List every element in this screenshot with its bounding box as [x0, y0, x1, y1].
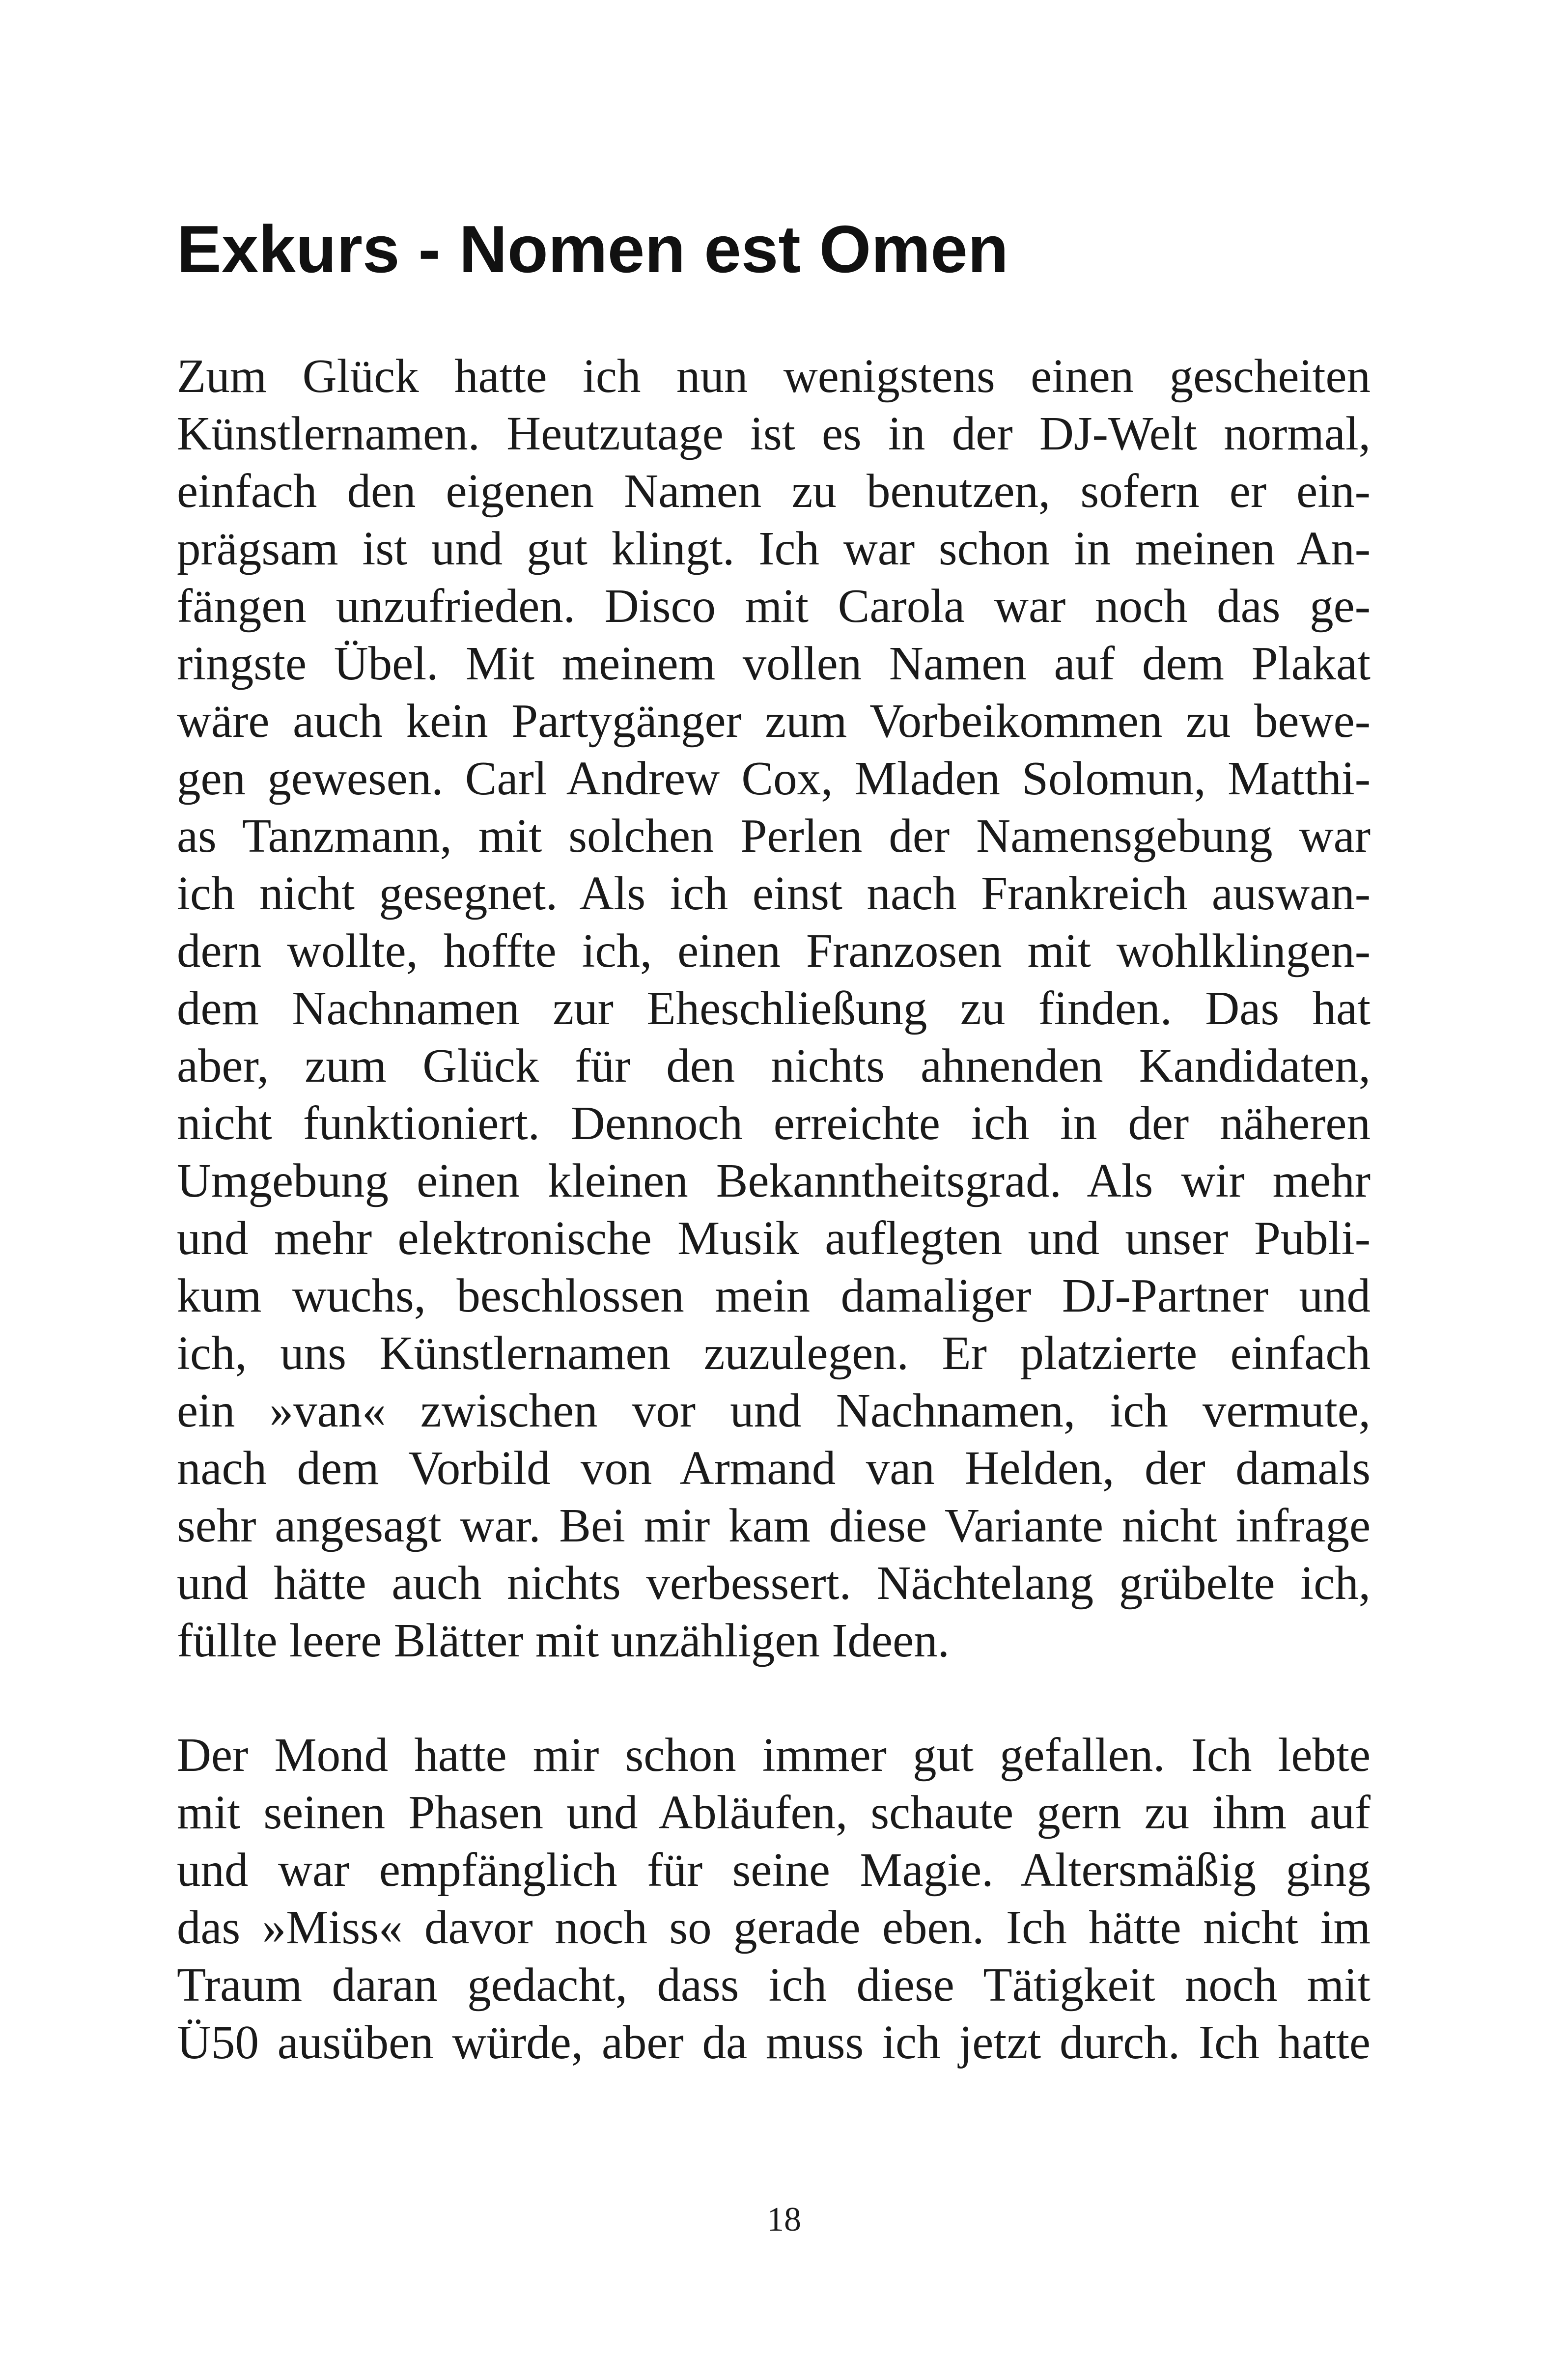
paragraph-line: as Tanzmann, mit solchen Perlen der Namensgebung war: [177, 810, 1371, 862]
paragraph-line: und hätte auch nichts verbessert. Nächtelang grübelte ich,: [177, 1557, 1371, 1609]
paragraph-line: nach dem Vorbild von Armand van Helden, der damals: [177, 1442, 1371, 1494]
paragraph-line: kum wuchs, beschlossen mein damaliger DJ-Partner und: [177, 1269, 1371, 1322]
page-number: 18: [767, 2201, 801, 2239]
paragraph-line: einfach den eigenen Namen zu benutzen, sofern er ein-: [177, 465, 1371, 517]
paragraph-line: fängen unzufrieden. Disco mit Carola war noch das ge-: [177, 580, 1371, 632]
paragraph-line: aber, zum Glück für den nichts ahnenden Kandidaten,: [177, 1039, 1371, 1092]
paragraph-line: füllte leere Blätter mit unzähligen Ideen.: [177, 1614, 950, 1667]
page-content: [177, 199, 1371, 2071]
paragraph-line: Umgebung einen kleinen Bekanntheitsgrad. Als wir mehr: [177, 1154, 1371, 1207]
paragraph-line: das »Miss« davor noch so gerade eben. Ich hätte nicht im: [177, 1901, 1371, 1954]
body-paragraph-2: [177, 1726, 1371, 2071]
paragraph-line: und war empfänglich für seine Magie. Altersmäßig ging: [177, 1844, 1371, 1896]
paragraph-line: Zum Glück hatte ich nun wenigstens einen gescheiten: [177, 350, 1371, 402]
paragraph-line: prägsam ist und gut klingt. Ich war schon in meinen An-: [177, 522, 1371, 575]
paragraph-line: Künstlernamen. Heutzutage ist es in der DJ-Welt normal,: [177, 407, 1371, 460]
paragraph-line: und mehr elektronische Musik auflegten und unser Publi-: [177, 1212, 1371, 1264]
paragraph-line: Traum daran gedacht, dass ich diese Tätigkeit noch mit: [177, 1959, 1371, 2011]
paragraph-line: ringste Übel. Mit meinem vollen Namen auf dem Plakat: [177, 637, 1371, 690]
paragraph-line: Ü50 ausüben würde, aber da muss ich jetzt durch. Ich hatte: [177, 2016, 1371, 2069]
paragraph-line: mit seinen Phasen und Abläufen, schaute gern zu ihm auf: [177, 1786, 1371, 1839]
paragraph-line: ich nicht gesegnet. Als ich einst nach Frankreich auswan-: [177, 867, 1371, 920]
paragraph-line: ein »van« zwischen vor und Nachnamen, ich vermute,: [177, 1384, 1371, 1437]
paragraph-line: Der Mond hatte mir schon immer gut gefallen. Ich lebte: [177, 1729, 1371, 1781]
paragraph-line: dern wollte, hoffte ich, einen Franzosen mit wohlklingen-: [177, 924, 1371, 977]
paragraph-line: ich, uns Künstlernamen zuzulegen. Er platzierte einfach: [177, 1327, 1371, 1379]
paragraph-line: gen gewesen. Carl Andrew Cox, Mladen Solomun, Matthi-: [177, 752, 1371, 805]
paragraph-line: dem Nachnamen zur Eheschließung zu finden. Das hat: [177, 982, 1371, 1035]
paragraph-line: wäre auch kein Partygänger zum Vorbeikommen zu bewe-: [177, 695, 1371, 747]
paragraph-line: sehr angesagt war. Bei mir kam diese Variante nicht infrage: [177, 1499, 1371, 1552]
chapter-heading: Exkurs - Nomen est Omen: [177, 212, 1008, 286]
body-paragraph-1: [177, 347, 1371, 1669]
paragraph-line: nicht funktioniert. Dennoch erreichte ich in der näheren: [177, 1097, 1371, 1149]
